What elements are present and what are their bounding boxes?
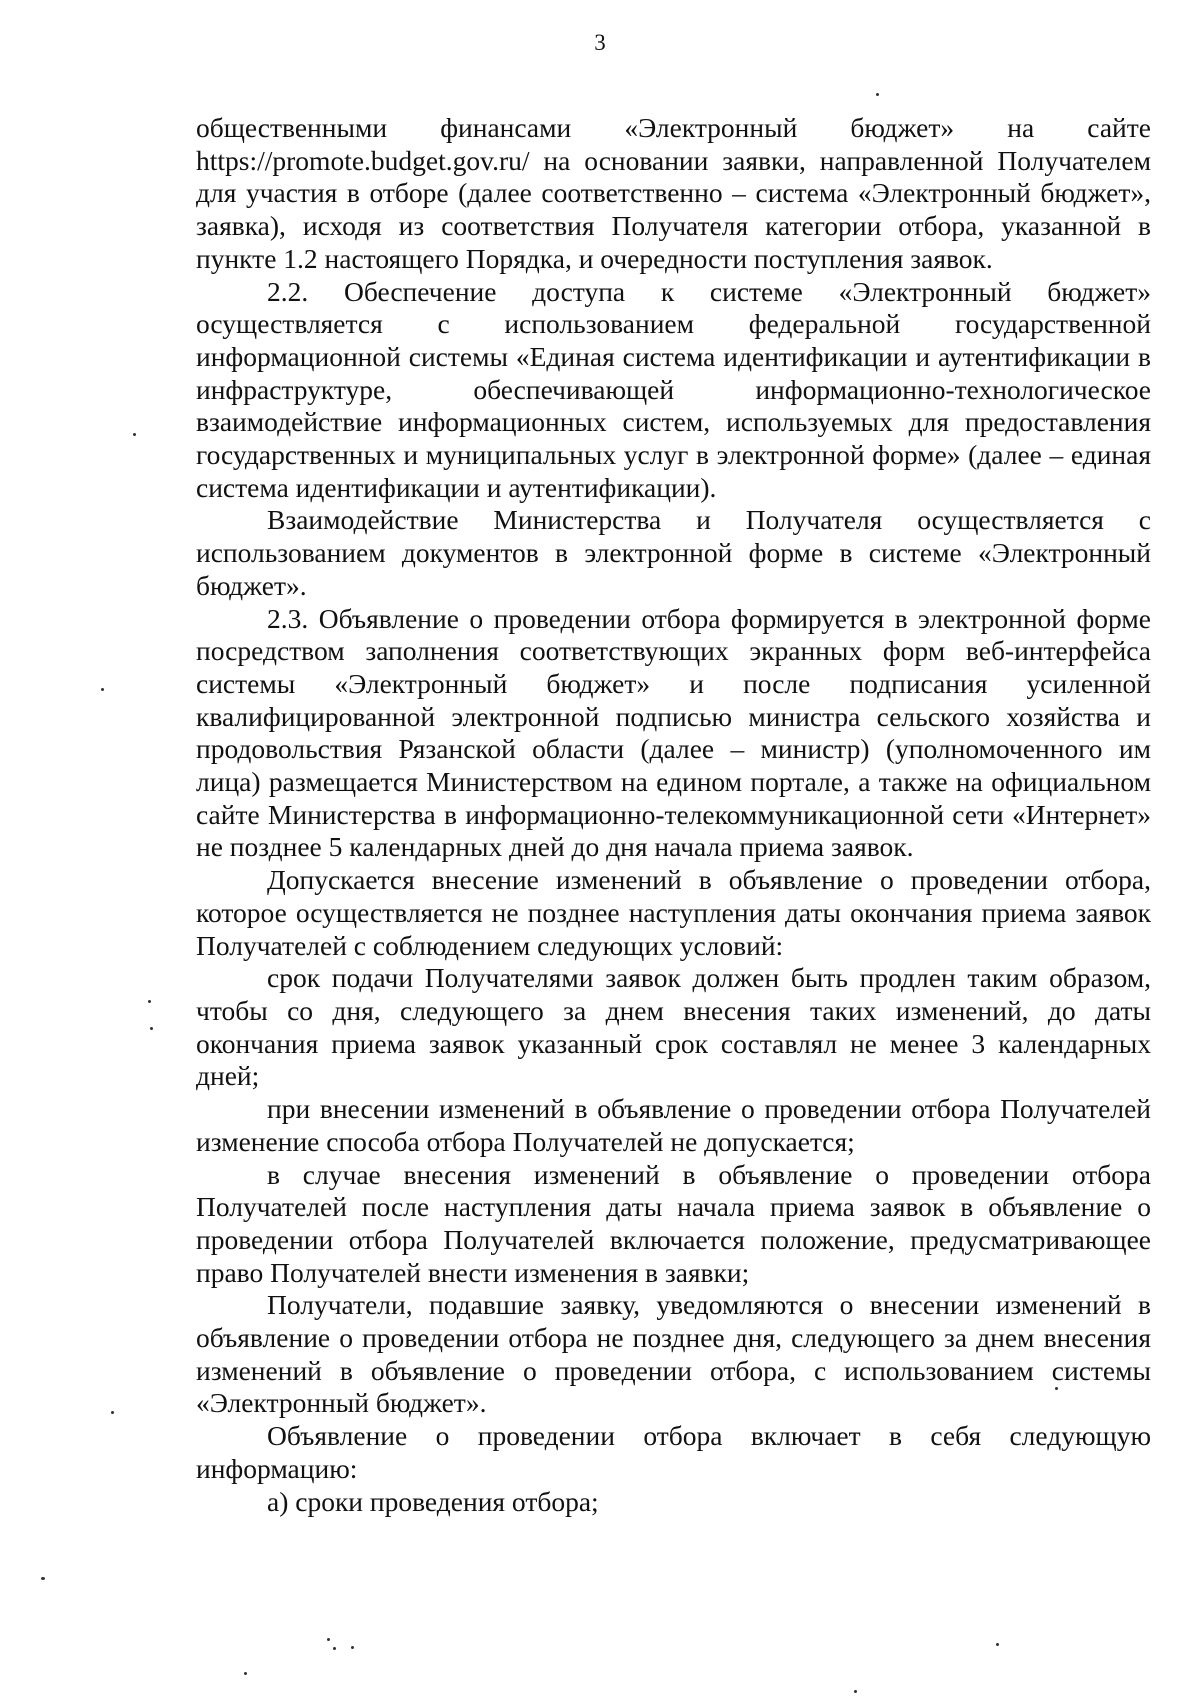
paragraph-condition-method: при внесении изменений в объявление о проведении отбора Получателей изменение способа отбора Получателей не допускается;	[196, 1093, 1151, 1157]
paragraph-2-3: 2.3. Объявление о проведении отбора формируется в электронной форме посредством заполнения соответствующих экранных форм веб-интерфейса системы «Электронный бюджет» и после подписания усиленной квалифицированной электронной подписью министра сельского хозяйства и продовольствия Рязанской области (далее – министр) (уполномоченного им лица) размещается Министерством на едином портале, а также на официальном сайте Министерства в информационно-телекоммуникационной сети «Интернет» не позднее 5 календарных дней до дня начала приема заявок.	[196, 602, 1151, 863]
scan-speck	[41, 1577, 45, 1580]
list-item-a: а) сроки проведения отбора;	[267, 1485, 599, 1517]
scan-speck	[133, 433, 136, 436]
scan-speck	[327, 1638, 330, 1641]
paragraph-amendments-allowed: Допускается внесение изменений в объявление о проведении отбора, которое осуществляется не позднее наступления даты окончания приема заявок Получателей с соблюдением следующих условий:	[196, 864, 1151, 961]
paragraph-interaction: Взаимодействие Министерства и Получателя осуществляется с использованием документов в электронной форме в системе «Электронный бюджет».	[196, 504, 1151, 601]
scan-speck	[111, 1411, 114, 1414]
scan-speck	[351, 1646, 354, 1649]
paragraph-condition-deadline: срок подачи Получателями заявок должен быть продлен таким образом, чтобы со дня, следующего за днем внесения таких изменений, до даты окончания приема заявок указанный срок составлял не менее 3 календарных дней;	[196, 962, 1151, 1092]
paragraph-notification: Получатели, подавшие заявку, уведомляются о внесении изменений в объявление о проведении отбора не позднее дня, следующего за днем внесения изменений в объявление о проведении отбора, с использованием системы «Электронный бюджет».	[196, 1289, 1151, 1419]
scan-speck	[876, 93, 879, 96]
paragraph-intro-continuation: общественными финансами «Электронный бюджет» на сайте https://promote.budget.gov.ru/ на основании заявки, направленной Получателем для участия в отборе (далее соответственно – система «Электронный бюджет», заявка), исходя из соответствия Получателя категории отбора, указанной в пункте 1.2 настоящего Порядка, и очередности поступления заявок.	[196, 112, 1151, 274]
paragraph-2-2: 2.2. Обеспечение доступа к системе «Электронный бюджет» осуществляется с использованием федеральной государственной информационной системы «Единая система идентификации и аутентификации в инфраструктуре, обеспечивающей информационно-технологическое взаимодействие информационных систем, используемых для предоставления государственных и муниципальных услуг в электронной форме» (далее – единая система идентификации и аутентификации).	[196, 275, 1151, 503]
scan-speck	[1055, 1387, 1058, 1390]
scan-speck	[148, 1000, 151, 1003]
scan-speck	[150, 1027, 153, 1030]
page-number: 3	[594, 30, 606, 55]
document-body	[196, 112, 1151, 1518]
scan-speck	[996, 1643, 999, 1646]
scan-speck	[333, 1647, 336, 1650]
paragraph-announcement-contents: Объявление о проведении отбора включает в себя следующую информацию:	[196, 1420, 1151, 1484]
scan-speck	[854, 1690, 857, 1693]
scan-speck	[101, 688, 104, 691]
scan-speck	[244, 1672, 247, 1675]
paragraph-condition-amend-applications: в случае внесения изменений в объявление о проведении отбора Получателей после наступления даты начала приема заявок в объявление о проведении отбора Получателей включается положение, предусматривающее право Получателей внести изменения в заявки;	[196, 1158, 1151, 1288]
